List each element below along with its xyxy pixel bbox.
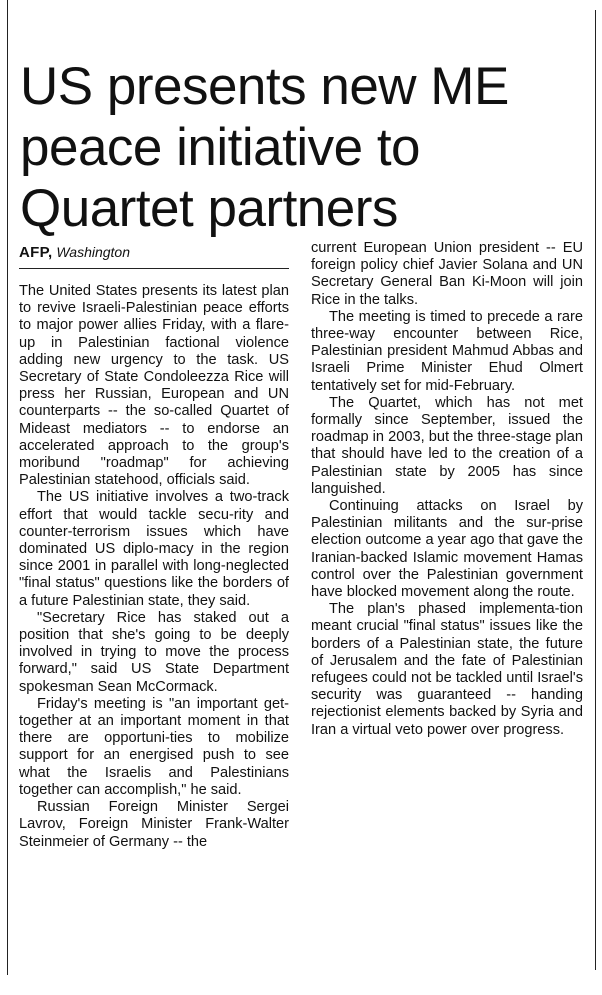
paragraph: Friday's meeting is "an important get-together at an important moment in that there are opportuni-ties to mobilize support for an energised push to see what the Israelis and Palestinians together can accomplish," he said. (19, 695, 289, 798)
paragraph: The United States presents its latest plan to revive Israeli-Palestinian peace efforts to major power allies Friday, with a flare-up in Palestinian factional violence adding new urgency to the task. US Secretary of State Condoleezza Rice will press her Russian, European and UN counterparts -- the so-called Quartet of Mideast mediators -- to endorse an accelerated approach to the group's moribund "roadmap" for achieving Palestinian statehood, officials said. (19, 283, 289, 489)
byline-divider (19, 268, 289, 269)
headline-line-1: US presents new ME (20, 56, 509, 116)
left-border-rule (7, 0, 8, 975)
paragraph: Continuing attacks on Israel by Palestinian militants and the sur-prise election outcome a year ago that gave the Iranian-backed Islamic movement Hamas control over the Palestinian government have blocked movement along the route. (311, 498, 583, 601)
paragraph: The meeting is timed to precede a rare three-way encounter between Rice, Palestinian president Mahmud Abbas and Israeli Prime Minister Ehud Olmert tentatively set for mid-February. (311, 308, 583, 394)
byline-location: Washington (56, 244, 131, 260)
byline (19, 244, 289, 261)
paragraph: Russian Foreign Minister Sergei Lavrov, Foreign Minister Frank-Walter Steinmeier of Germany -- the (19, 799, 289, 850)
right-border-rule (595, 10, 596, 970)
paragraph: current European Union president -- EU foreign policy chief Javier Solana and UN Secretary General Ban Ki-Moon will join Rice in the talks. (311, 240, 583, 308)
headline-line-3: Quartet partners (20, 178, 398, 238)
paragraph: The US initiative involves a two-track effort that would tackle secu-rity and counter-terrorism issues which have dominated US diplo-macy in the region since 2001 in parallel with long-neglected "final status" questions like the borders of a future Palestinian state, they said. (19, 489, 289, 609)
article-column-right (311, 240, 583, 739)
paragraph: The Quartet, which has not met formally since September, issued the roadmap in 2003, but the three-stage plan that should have led to the creation of a Palestinian state by 2005 has since languished. (311, 394, 583, 497)
headline-line-2: peace initiative to (20, 117, 421, 177)
article-column-left (19, 283, 289, 851)
paragraph: "Secretary Rice has staked out a position that she's going to be deeply involved in trying to move the process forward," said US State Department spokesman Sean McCormack. (19, 609, 289, 695)
paragraph: The plan's phased implementa-tion meant crucial "final status" issues like the borders of a Palestinian state, the future of Jerusalem and the fate of Palestinian refugees could not be tackled until Israel's security was guaranteed -- handing rejectionist elements backed by Syria and Iran a virtual veto power over progress. (311, 601, 583, 738)
headline (20, 56, 595, 239)
byline-source: AFP, (19, 244, 53, 261)
